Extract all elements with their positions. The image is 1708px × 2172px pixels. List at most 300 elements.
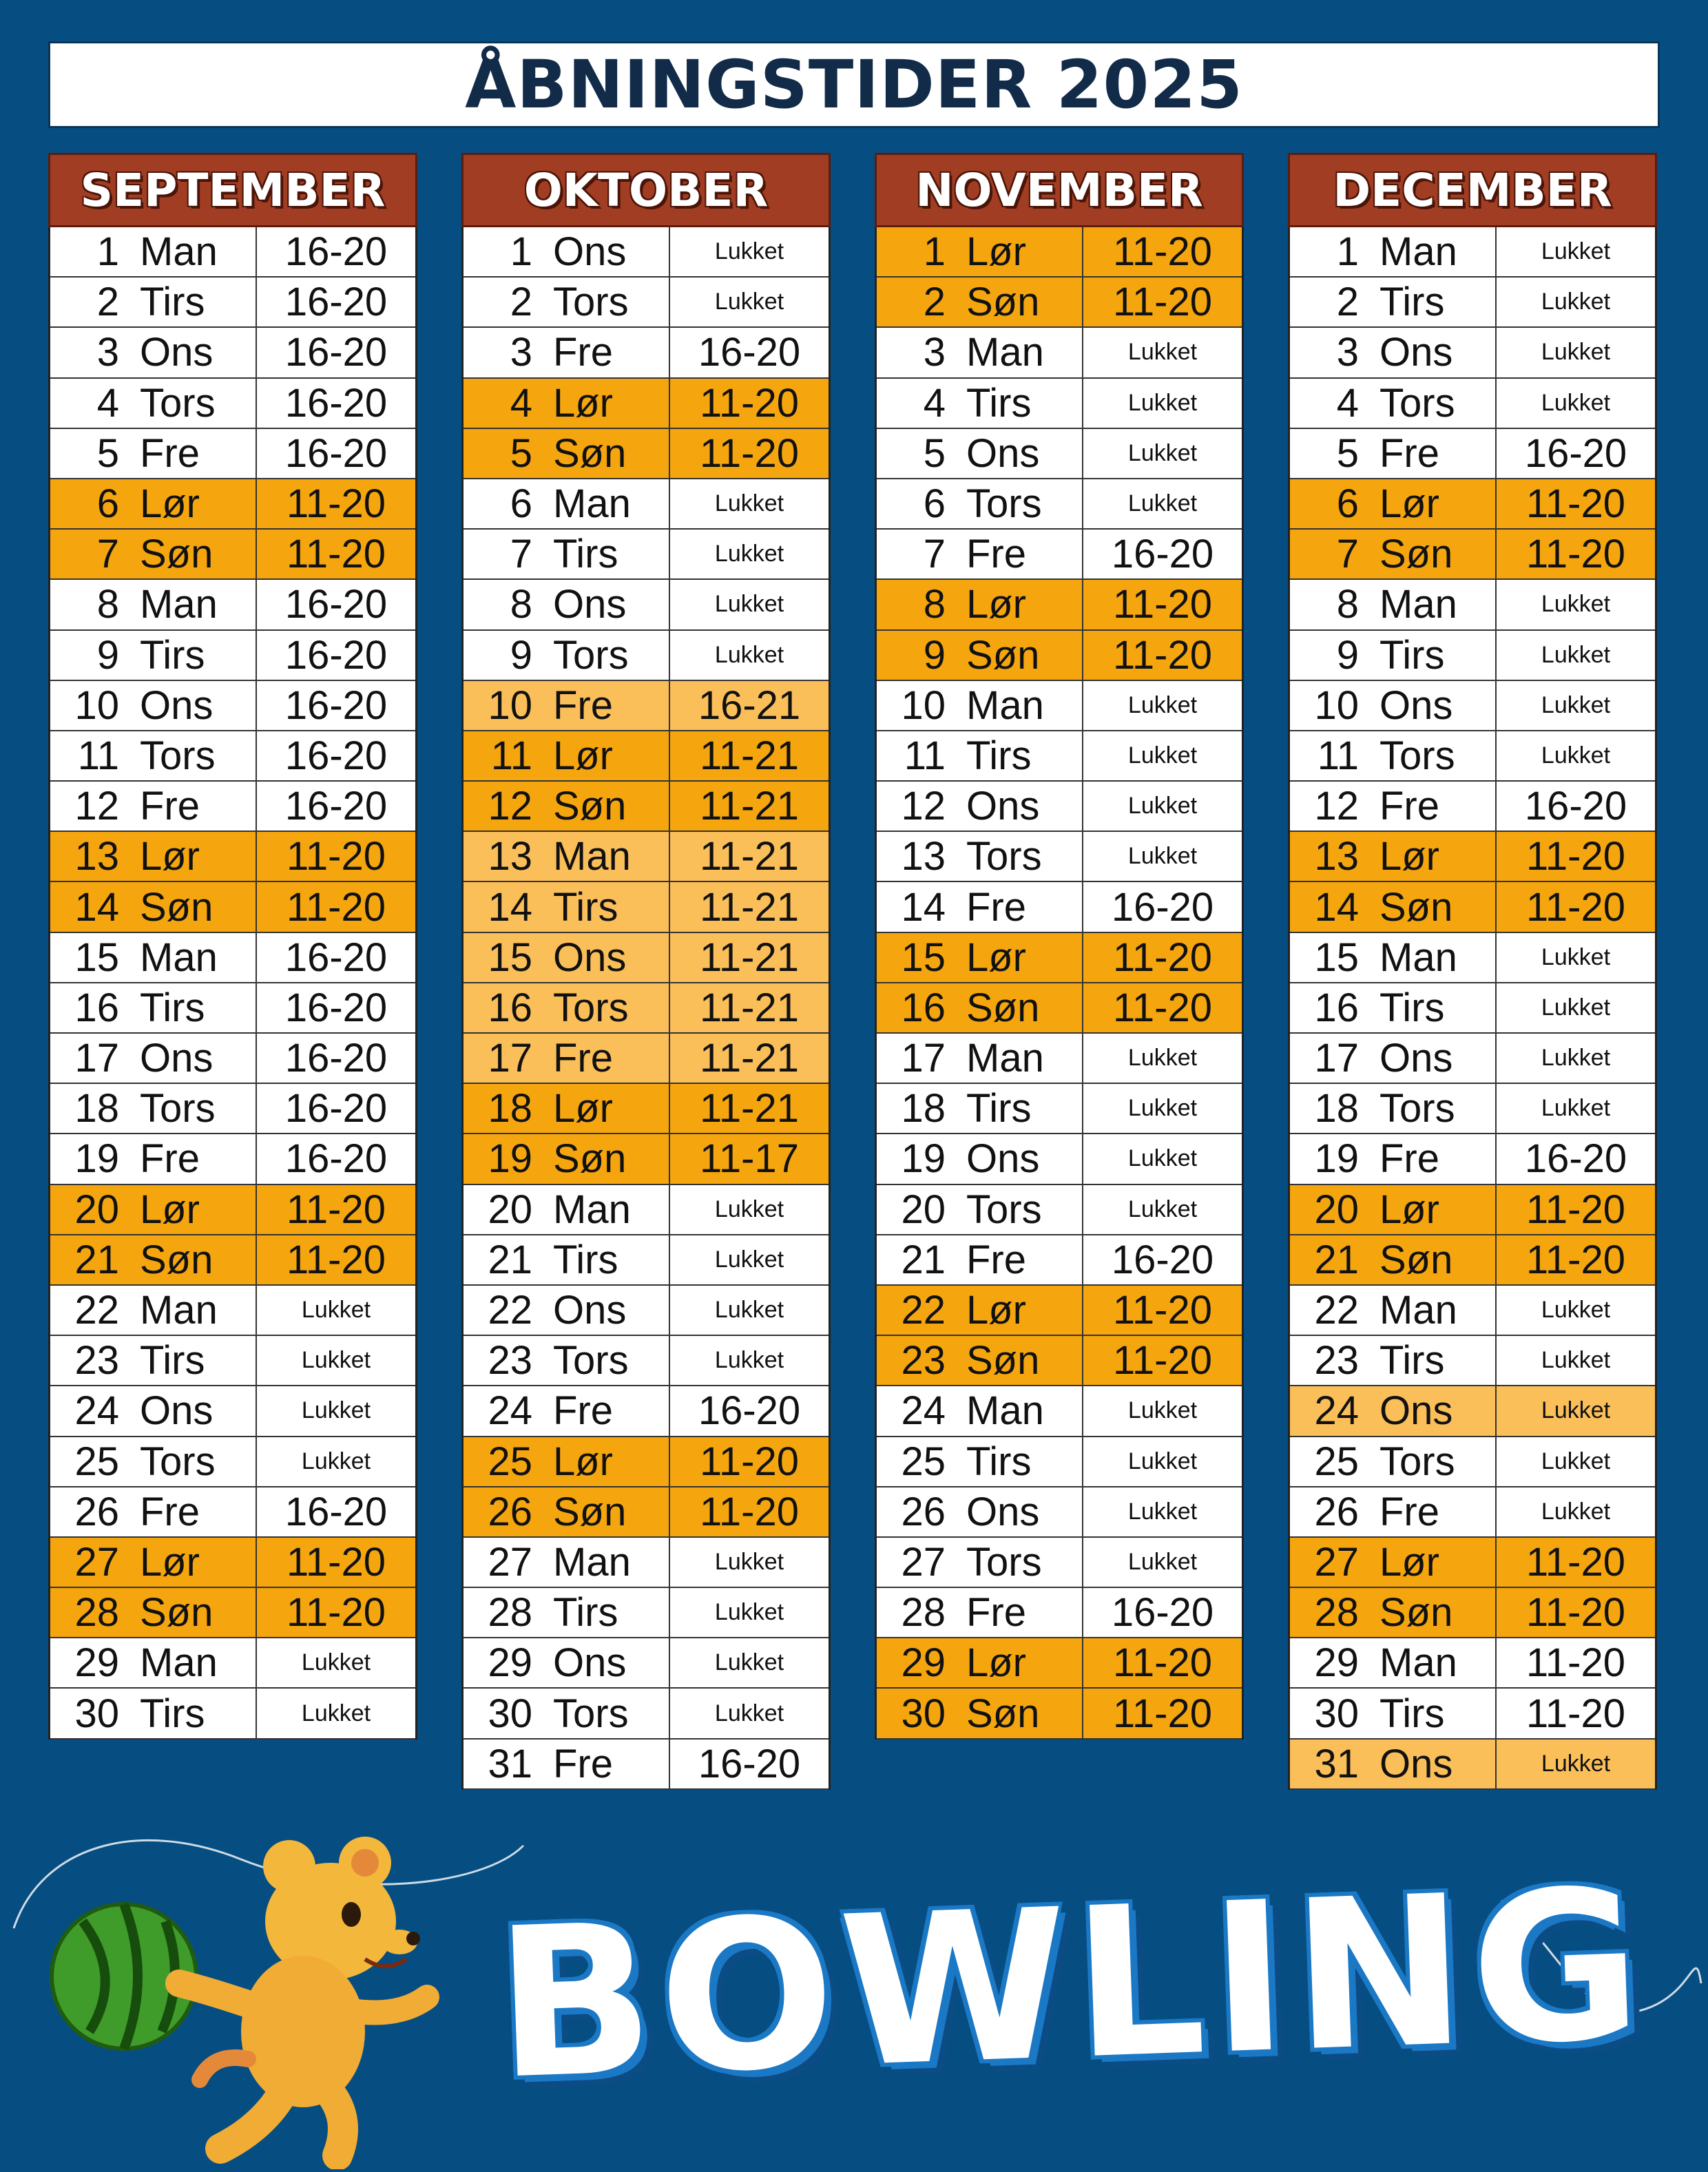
weekday: Fre (966, 1590, 1026, 1636)
opening-hours: Lukket (1541, 1347, 1611, 1374)
day-row (877, 983, 1242, 1034)
weekday: Lør (1379, 481, 1439, 527)
day-row (50, 1487, 415, 1538)
opening-hours: 11-20 (699, 430, 800, 476)
day-number: 9 (923, 632, 946, 678)
opening-hours: 16-20 (1111, 1590, 1214, 1636)
day-row (1290, 1538, 1655, 1588)
day-row (877, 1084, 1242, 1134)
day-row (464, 1134, 829, 1184)
day-cell (464, 983, 670, 1032)
day-row (1290, 1034, 1655, 1084)
weekday: Søn (966, 1338, 1040, 1383)
day-row (877, 1386, 1242, 1437)
weekday: Fre (966, 884, 1026, 930)
day-number: 28 (1314, 1590, 1359, 1636)
day-number: 9 (96, 632, 119, 678)
weekday: Lør (966, 934, 1026, 980)
day-row (50, 278, 415, 328)
opening-hours: 11-20 (1112, 280, 1213, 325)
weekday: Søn (553, 1136, 627, 1182)
day-cell (1290, 1336, 1497, 1385)
day-cell (1290, 1185, 1497, 1234)
day-row (464, 1437, 829, 1487)
day-number: 20 (901, 1187, 946, 1232)
day-row (464, 1638, 829, 1689)
day-number: 12 (901, 784, 946, 829)
day-cell (1290, 731, 1497, 780)
weekday: Ons (966, 1489, 1040, 1534)
day-number: 21 (488, 1237, 532, 1282)
day-number: 3 (1336, 330, 1359, 375)
opening-hours: 16-20 (284, 1489, 388, 1534)
day-number: 15 (74, 934, 119, 980)
day-number: 10 (74, 682, 119, 728)
weekday: Ons (553, 229, 627, 275)
weekday: Tors (140, 733, 216, 778)
day-cell (1290, 1689, 1497, 1737)
opening-hours: 11-17 (699, 1136, 800, 1182)
opening-hours: 11-20 (1112, 582, 1213, 627)
day-row (50, 1386, 415, 1437)
opening-hours: 16-20 (284, 682, 388, 728)
weekday: Tirs (966, 1086, 1032, 1131)
weekday: Fre (553, 330, 613, 375)
day-row (1290, 328, 1655, 378)
day-cell (1290, 429, 1497, 478)
weekday: Lør (966, 582, 1026, 627)
day-cell (1290, 1134, 1497, 1183)
weekday: Tors (553, 985, 629, 1030)
opening-hours: 11-20 (699, 1489, 800, 1534)
page-title: ÅBNINGSTIDER 2025 (465, 46, 1243, 123)
day-cell (50, 782, 257, 831)
opening-hours: Lukket (714, 591, 784, 618)
day-number: 20 (74, 1187, 119, 1232)
weekday: Søn (966, 280, 1040, 325)
day-number: 4 (923, 380, 946, 426)
day-cell (877, 1538, 1083, 1587)
weekday: Tors (140, 1439, 216, 1484)
day-cell (50, 227, 257, 276)
opening-hours: 11-20 (1525, 834, 1626, 879)
weekday: Man (140, 934, 218, 980)
weekday: Tors (553, 280, 629, 325)
opening-hours: Lukket (1127, 691, 1198, 718)
day-number: 8 (510, 582, 532, 627)
weekday: Søn (140, 884, 214, 930)
weekday: Lør (1379, 834, 1439, 879)
weekday: Tors (1379, 1086, 1455, 1131)
day-row (464, 983, 829, 1034)
weekday: Tors (553, 632, 629, 678)
day-cell (50, 681, 257, 730)
day-number: 22 (488, 1288, 532, 1333)
day-number: 14 (488, 884, 532, 930)
weekday: Tors (966, 1539, 1042, 1585)
weekday: Lør (1379, 1187, 1439, 1232)
weekday: Tors (966, 1187, 1042, 1232)
opening-hours: Lukket (714, 641, 784, 668)
day-cell (50, 1689, 257, 1737)
opening-hours: 16-20 (284, 1136, 388, 1182)
weekday: Fre (966, 532, 1026, 577)
day-row (50, 782, 415, 832)
day-cell (50, 1386, 257, 1435)
weekday: Ons (140, 1036, 214, 1081)
weekday: Tirs (140, 1338, 205, 1383)
opening-hours: Lukket (714, 1599, 784, 1626)
day-cell (464, 882, 670, 931)
weekday: Fre (553, 1036, 613, 1081)
weekday: Fre (966, 1237, 1026, 1282)
day-row (464, 1034, 829, 1084)
day-row (1290, 479, 1655, 530)
opening-hours: Lukket (714, 1649, 784, 1676)
day-cell (464, 530, 670, 578)
day-row (464, 1740, 829, 1790)
month-header (875, 153, 1244, 227)
opening-hours: 16-20 (284, 1036, 388, 1081)
day-list (461, 227, 831, 1790)
opening-hours: Lukket (301, 1700, 371, 1726)
day-cell (50, 983, 257, 1032)
weekday: Lør (553, 1439, 613, 1484)
opening-hours: Lukket (1541, 591, 1611, 618)
day-row (877, 530, 1242, 580)
day-row (877, 1134, 1242, 1184)
opening-hours: 11-20 (699, 380, 800, 426)
day-number: 2 (1336, 280, 1359, 325)
day-cell (877, 782, 1083, 831)
day-number: 25 (901, 1439, 946, 1484)
day-number: 17 (901, 1036, 946, 1081)
weekday: Man (966, 330, 1044, 375)
day-row (877, 328, 1242, 378)
weekday: Tirs (553, 884, 618, 930)
weekday: Søn (966, 1691, 1040, 1736)
day-row (464, 832, 829, 882)
weekday: Tirs (1379, 632, 1445, 678)
weekday: Man (140, 229, 218, 275)
day-number: 30 (74, 1691, 119, 1736)
day-cell (464, 933, 670, 982)
day-cell (877, 882, 1083, 931)
weekday: Fre (1379, 1136, 1439, 1182)
weekday: Tors (966, 834, 1042, 879)
opening-hours: 11-20 (1525, 1640, 1626, 1686)
day-number: 30 (488, 1691, 532, 1736)
opening-hours: Lukket (301, 1448, 371, 1474)
weekday: Man (140, 582, 218, 627)
day-number: 26 (901, 1489, 946, 1534)
day-number: 23 (1314, 1338, 1359, 1383)
day-cell (464, 1689, 670, 1737)
day-list (48, 227, 417, 1740)
day-row (877, 479, 1242, 530)
day-number: 7 (510, 532, 532, 577)
day-number: 29 (1314, 1640, 1359, 1686)
weekday: Fre (140, 1136, 200, 1182)
day-row (1290, 278, 1655, 328)
opening-hours: Lukket (714, 1246, 784, 1273)
day-cell (464, 1185, 670, 1234)
day-number: 4 (96, 380, 119, 426)
opening-hours: 16-20 (1524, 1136, 1627, 1182)
weekday: Tirs (140, 985, 205, 1030)
day-cell (50, 1134, 257, 1183)
day-cell (1290, 530, 1497, 578)
day-cell (1290, 1740, 1497, 1788)
day-number: 2 (96, 280, 119, 325)
weekday: Man (553, 1187, 631, 1232)
opening-hours: Lukket (1541, 1045, 1611, 1072)
day-cell (877, 379, 1083, 428)
day-number: 17 (74, 1036, 119, 1081)
day-number: 17 (488, 1036, 532, 1081)
day-number: 7 (1336, 532, 1359, 577)
day-row (50, 227, 415, 278)
day-row (464, 1235, 829, 1286)
opening-hours: Lukket (714, 1195, 784, 1222)
day-cell (50, 1487, 257, 1536)
day-number: 19 (1314, 1136, 1359, 1182)
day-cell (877, 1235, 1083, 1284)
day-cell (464, 832, 670, 881)
day-number: 23 (74, 1338, 119, 1383)
weekday: Lør (966, 1288, 1026, 1333)
day-row (1290, 1286, 1655, 1336)
day-cell (464, 1336, 670, 1385)
day-number: 28 (74, 1590, 119, 1636)
day-number: 25 (488, 1439, 532, 1484)
day-number: 2 (923, 280, 946, 325)
day-cell (1290, 1286, 1497, 1335)
weekday: Man (140, 1288, 218, 1333)
opening-hours: 16-20 (1111, 1237, 1214, 1282)
opening-hours: 11-20 (1525, 1237, 1626, 1282)
opening-hours: Lukket (1127, 742, 1198, 769)
bowling-logo-text (492, 1844, 1651, 2125)
weekday: Lør (1379, 1539, 1439, 1585)
day-number: 6 (923, 481, 946, 527)
day-number: 31 (488, 1741, 532, 1786)
weekday: Fre (553, 1741, 613, 1786)
opening-hours: Lukket (1541, 1397, 1611, 1424)
day-cell (50, 1437, 257, 1486)
opening-hours: Lukket (1127, 490, 1198, 517)
opening-hours: 11-20 (1112, 1691, 1213, 1736)
day-cell (877, 1386, 1083, 1435)
day-number: 24 (901, 1388, 946, 1434)
day-cell (877, 983, 1083, 1032)
opening-hours: 16-20 (698, 1741, 801, 1786)
day-number: 13 (74, 834, 119, 879)
day-cell (464, 1134, 670, 1183)
weekday: Man (966, 1036, 1044, 1081)
day-row (464, 479, 829, 530)
day-cell (50, 479, 257, 528)
day-row (1290, 1235, 1655, 1286)
opening-hours: 16-20 (1111, 884, 1214, 930)
day-number: 13 (1314, 834, 1359, 879)
opening-hours: 16-20 (284, 582, 388, 627)
day-cell (464, 1638, 670, 1687)
day-row (1290, 782, 1655, 832)
weekday: Lør (553, 733, 613, 778)
day-row (1290, 933, 1655, 983)
opening-hours: 16-20 (284, 280, 388, 325)
weekday: Fre (1379, 1489, 1439, 1534)
day-cell (464, 731, 670, 780)
opening-hours: 11-20 (1112, 229, 1213, 275)
weekday: Man (553, 481, 631, 527)
day-number: 6 (1336, 481, 1359, 527)
opening-hours: 16-20 (284, 934, 388, 980)
day-number: 8 (1336, 582, 1359, 627)
day-number: 15 (488, 934, 532, 980)
day-cell (1290, 1588, 1497, 1637)
day-cell (877, 1185, 1083, 1234)
day-cell (50, 379, 257, 428)
day-cell (50, 278, 257, 326)
month-december (1288, 153, 1657, 1790)
day-number: 28 (488, 1590, 532, 1636)
opening-hours: 16-20 (284, 430, 388, 476)
day-row (877, 1286, 1242, 1336)
day-number: 2 (510, 280, 532, 325)
day-number: 11 (490, 733, 532, 778)
day-row (1290, 1588, 1655, 1638)
opening-hours: Lukket (714, 541, 784, 567)
weekday: Lør (553, 380, 613, 426)
day-number: 1 (96, 229, 119, 275)
weekday: Søn (553, 1489, 627, 1534)
day-cell (464, 429, 670, 478)
day-row (464, 882, 829, 932)
day-cell (50, 1235, 257, 1284)
day-number: 5 (96, 430, 119, 476)
opening-hours: Lukket (714, 490, 784, 517)
opening-hours: 11-21 (699, 1036, 800, 1081)
day-row (877, 1437, 1242, 1487)
day-row (877, 1538, 1242, 1588)
day-row (464, 1084, 829, 1134)
day-row (464, 580, 829, 630)
day-row (50, 1336, 415, 1386)
day-row (50, 328, 415, 378)
opening-hours: Lukket (301, 1347, 371, 1374)
day-cell (464, 631, 670, 680)
day-cell (464, 278, 670, 326)
day-cell (50, 933, 257, 982)
day-row (464, 1286, 829, 1336)
day-row (464, 328, 829, 378)
day-cell (877, 1134, 1083, 1183)
day-cell (464, 1286, 670, 1335)
day-number: 17 (1314, 1036, 1359, 1081)
day-number: 15 (1314, 934, 1359, 980)
day-number: 20 (1314, 1187, 1359, 1232)
day-row (50, 882, 415, 932)
opening-hours: Lukket (714, 289, 784, 315)
weekday: Lør (140, 834, 200, 879)
day-number: 1 (1336, 229, 1359, 275)
day-number: 11 (1317, 733, 1359, 778)
day-row (50, 1437, 415, 1487)
weekday: Man (1379, 934, 1457, 980)
day-cell (50, 882, 257, 931)
opening-hours: 11-20 (1525, 1187, 1626, 1232)
day-row (464, 1185, 829, 1235)
opening-hours: Lukket (1541, 641, 1611, 668)
opening-hours: Lukket (714, 238, 784, 265)
day-cell (1290, 631, 1497, 680)
opening-hours: 11-20 (1525, 481, 1626, 527)
opening-hours: 11-21 (699, 784, 800, 829)
day-row (464, 530, 829, 580)
day-cell (1290, 379, 1497, 428)
day-number: 18 (74, 1086, 119, 1131)
day-row (464, 1487, 829, 1538)
opening-hours: Lukket (1127, 1397, 1198, 1424)
day-cell (50, 731, 257, 780)
day-row (877, 681, 1242, 731)
day-number: 11 (904, 733, 946, 778)
day-cell (1290, 1034, 1497, 1083)
day-number: 24 (488, 1388, 532, 1434)
day-cell (877, 731, 1083, 780)
day-row (1290, 1134, 1655, 1184)
day-row (464, 782, 829, 832)
day-cell (464, 328, 670, 377)
day-cell (1290, 328, 1497, 377)
day-row (50, 681, 415, 731)
day-list (875, 227, 1244, 1740)
weekday: Ons (966, 1136, 1040, 1182)
day-cell (50, 1084, 257, 1133)
day-cell (1290, 1386, 1497, 1435)
month-header (1288, 153, 1657, 227)
day-row (1290, 983, 1655, 1034)
day-row (50, 530, 415, 580)
day-number: 12 (1314, 784, 1359, 829)
day-number: 29 (74, 1640, 119, 1686)
day-number: 19 (901, 1136, 946, 1182)
day-cell (50, 832, 257, 881)
opening-hours: Lukket (714, 1700, 784, 1726)
day-number: 5 (510, 430, 532, 476)
day-row (877, 933, 1242, 983)
day-row (877, 1689, 1242, 1739)
opening-hours: 11-21 (699, 985, 800, 1030)
day-cell (1290, 580, 1497, 629)
opening-hours: 11-20 (1112, 934, 1213, 980)
opening-hours: 16-20 (284, 229, 388, 275)
weekday: Tirs (553, 532, 618, 577)
day-row (50, 1588, 415, 1638)
day-cell (50, 1538, 257, 1587)
opening-hours: 16-20 (698, 1388, 801, 1434)
day-number: 12 (74, 784, 119, 829)
opening-hours: 11-20 (1112, 1338, 1213, 1383)
month-name: OKTOBER (523, 163, 769, 217)
weekday: Tirs (1379, 1338, 1445, 1383)
weekday: Søn (966, 985, 1040, 1030)
day-number: 26 (74, 1489, 119, 1534)
day-row (1290, 580, 1655, 630)
day-number: 20 (488, 1187, 532, 1232)
